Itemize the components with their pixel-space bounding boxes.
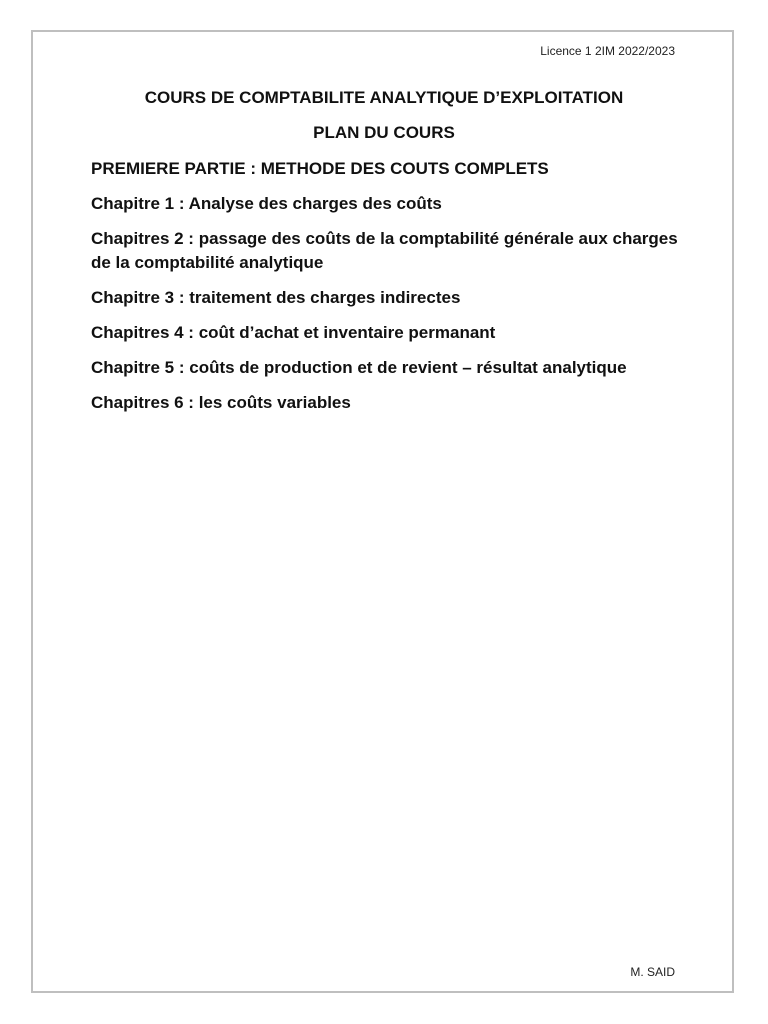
document-title: COURS DE COMPTABILITE ANALYTIQUE D’EXPLOITATION — [144, 88, 624, 107]
course-level-note: Licence 1 2IM 2022/2023 — [540, 44, 675, 58]
document-subtitle: PLAN DU COURS — [313, 123, 455, 142]
course-outline — [91, 157, 681, 426]
part-heading: PREMIERE PARTIE : METHODE DES COUTS COMPLETS — [91, 159, 549, 178]
chapter-1: Chapitre 1 : Analyse des charges des coûts — [91, 194, 442, 213]
chapter-4: Chapitres 4 : coût d’achat et inventaire permanant — [91, 323, 496, 342]
author-note: M. SAID — [630, 965, 675, 979]
chapter-6: Chapitres 6 : les coûts variables — [91, 393, 351, 412]
chapter-2: Chapitres 2 : passage des coûts de la comptabilité générale aux charges de la comptabilité analytique — [91, 229, 678, 272]
chapter-3: Chapitre 3 : traitement des charges indirectes — [91, 288, 461, 307]
chapter-5: Chapitre 5 : coûts de production et de revient – résultat analytique — [91, 358, 627, 377]
